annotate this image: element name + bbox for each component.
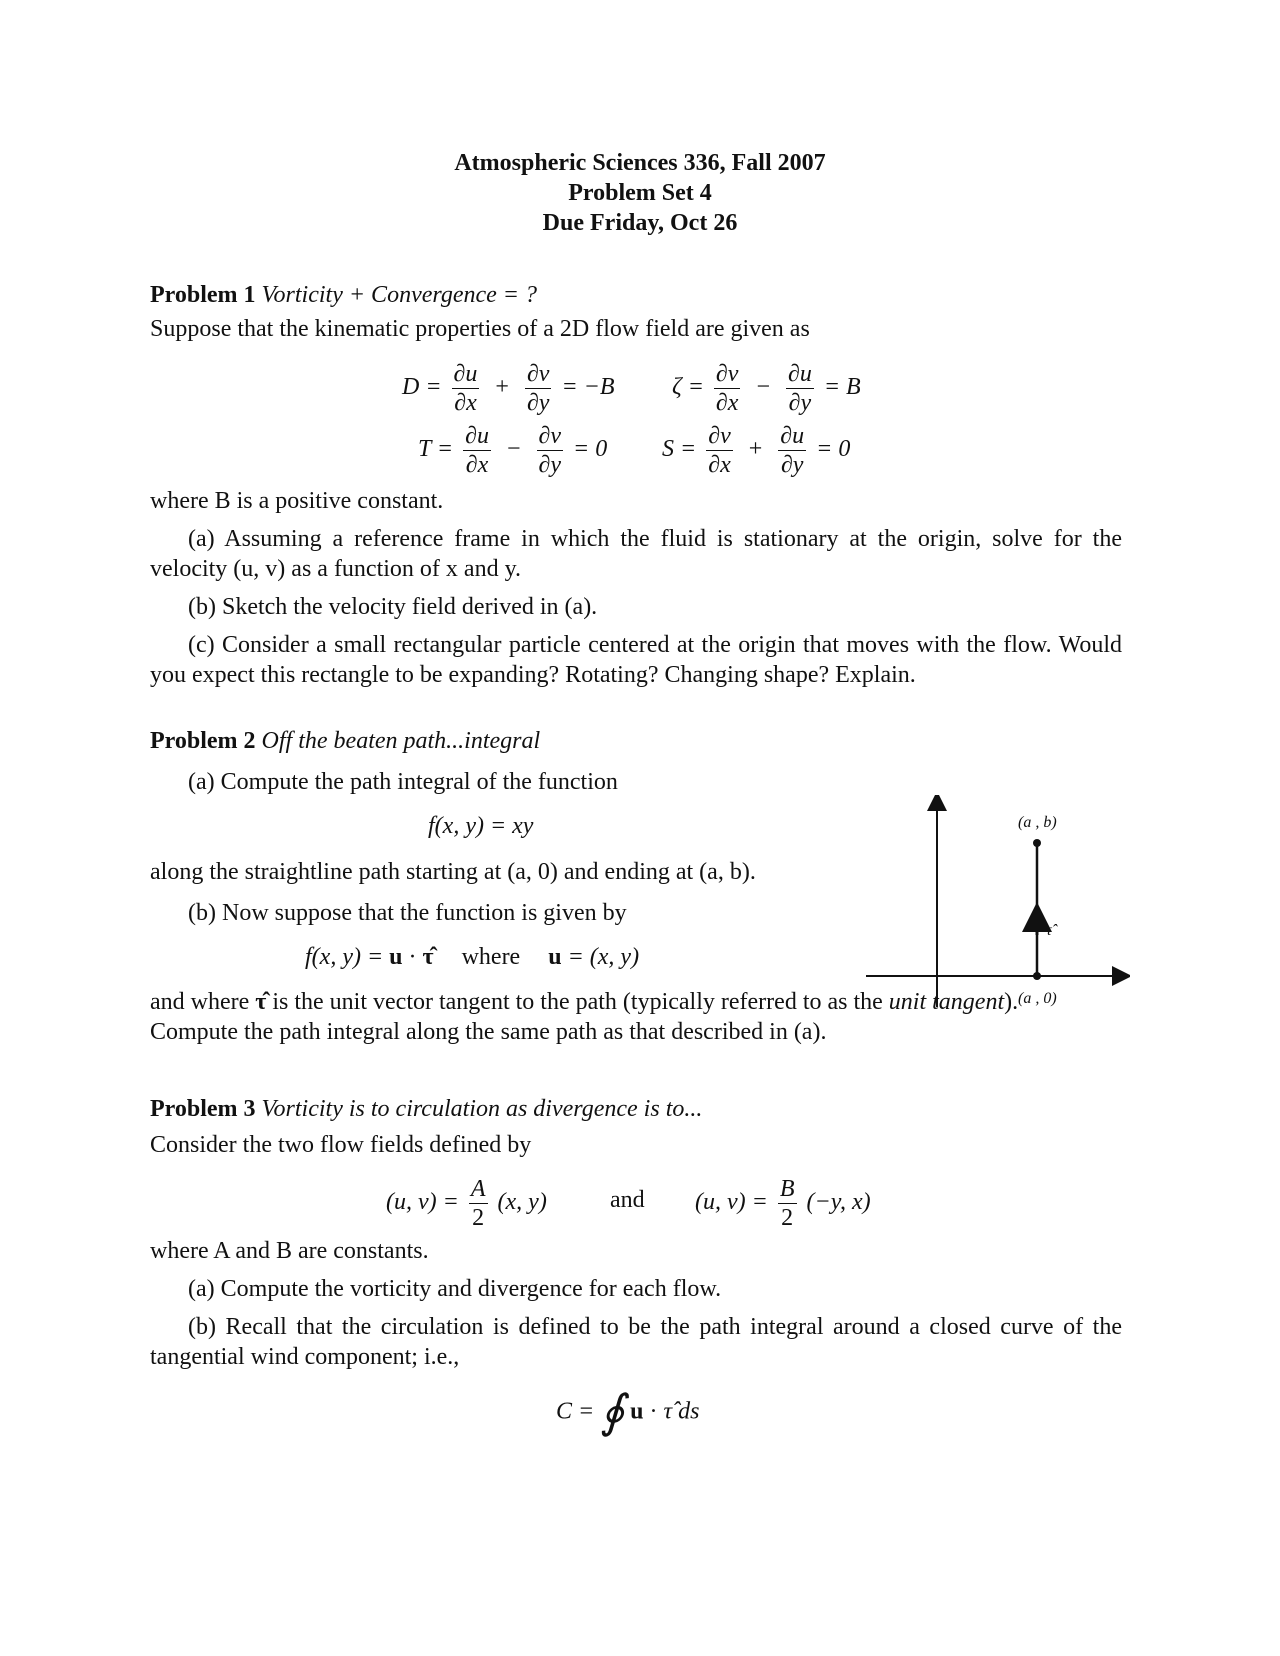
problem3-intro: Consider the two flow fields defined by — [150, 1132, 532, 1158]
point-a-0 — [1033, 972, 1041, 980]
due-date: Due Friday, Oct 26 — [542, 210, 738, 236]
problem2-part-a-after: along the straightline path starting at (a, 0) and ending at (a, b). — [150, 859, 756, 885]
frac-b-over-2: $\frac{B}{2}$ — [779, 1176, 795, 1231]
problem2-part-b-after: and where τ̂ is the unit vector tangent to the path (typically referred to as the unit tangent). — [150, 989, 1019, 1015]
problem1-label: Problem 1 — [150, 282, 256, 308]
label-a-b: (a , b) — [1018, 814, 1057, 831]
eq-zeta-rhs: = B — [823, 374, 861, 401]
equation-divergence: D = $\frac{\partial u}{\partial x}$ + $\frac{\partial v}{\partial y}$ = −B — [402, 361, 615, 416]
frac-du-dx-2: $\frac{\partial u}{\partial x}$ — [465, 423, 489, 478]
frac-dv-dy-2: $\frac{\partial v}{\partial y}$ — [538, 423, 562, 478]
problem2-function-dot: f(x, y) = u · τ̂ where u = (x, y) — [305, 944, 640, 970]
frac-du-dy-2: $\frac{\partial u}{\partial y}$ — [780, 423, 805, 478]
problem1-part-a: (a) Assuming a reference frame in which the fluid is stationary at the origin, solve for the velocity (u, v) as a function of x and y. — [150, 526, 1122, 582]
contour-integral-icon: ∮ — [600, 1386, 625, 1437]
problem2-subtitle: Off the beaten path...integral — [261, 728, 541, 754]
label-tau: τ̂ — [1046, 922, 1052, 939]
point-a-b — [1033, 839, 1041, 847]
problem3-heading — [150, 1094, 702, 1124]
equation-stretching: T = $\frac{\partial u}{\partial x}$ − $\frac{\partial v}{\partial y}$ = 0 — [418, 423, 608, 478]
frac-dv-dx-2: $\frac{\partial v}{\partial x}$ — [708, 423, 731, 478]
frac-dv-dx: $\frac{\partial v}{\partial x}$ — [715, 361, 739, 416]
frac-a-over-2: $\frac{A}{2}$ — [470, 1176, 486, 1231]
problem2-part-b-after-line2: Compute the path integral along the same path as that described in (a). — [150, 1019, 827, 1045]
problem1-part-c: (c) Consider a small rectangular particle centered at the origin that moves with the flow. Would you expect this rectangle to be expanding? Rotating? Changing shape? Explain. — [150, 632, 1122, 688]
problem2-label: Problem 2 — [150, 728, 256, 754]
frac-dv-dy: $\frac{\partial v}{\partial y}$ — [526, 361, 550, 416]
problem1-subtitle: Vorticity + Convergence = ? — [261, 282, 537, 308]
problem3-after: where A and B are constants. — [150, 1238, 429, 1264]
problem2-part-b-intro: (b) Now suppose that the function is given by — [188, 900, 627, 926]
problem3-label: Problem 3 — [150, 1096, 256, 1122]
problem3-part-b: (b) Recall that the circulation is defined to be the path integral around a closed curve of the tangential wind component; i.e., — [150, 1314, 1122, 1370]
circulation-equation: C = ∮ u · τ̂ ds — [556, 1386, 700, 1437]
problem2-part-a-intro: (a) Compute the path integral of the function — [188, 769, 618, 795]
eq-d-lhs: D = — [402, 374, 442, 401]
problem1-after: where B is a positive constant. — [150, 488, 444, 514]
and-word: and — [610, 1187, 645, 1213]
eq-s-rhs: = 0 — [816, 436, 851, 463]
course-title: Atmospheric Sciences 336, Fall 2007 — [454, 150, 826, 176]
frac-du-dy: $\frac{\partial u}{\partial y}$ — [787, 361, 812, 416]
path-diagram — [860, 795, 1130, 1015]
problem3-part-a: (a) Compute the vorticity and divergence for each flow. — [188, 1276, 722, 1302]
eq-s-lhs: S = — [662, 436, 697, 463]
eq-t-lhs: T = — [418, 436, 454, 463]
equation-shearing: S = $\frac{\partial v}{\partial x}$ + $\frac{\partial u}{\partial y}$ = 0 — [662, 423, 851, 478]
problem2-function-xy: f(x, y) = xy — [428, 813, 534, 839]
problem1-part-b: (b) Sketch the velocity field derived in (a). — [188, 594, 598, 620]
problem1-heading — [150, 280, 537, 310]
problem1-intro: Suppose that the kinematic properties of a 2D flow field are given as — [150, 316, 810, 342]
problem-set-title: Problem Set 4 — [568, 180, 712, 206]
problem2-heading — [150, 726, 540, 756]
eq-t-rhs: = 0 — [573, 436, 608, 463]
equation-vorticity: ζ = $\frac{\partial v}{\partial x}$ − $\frac{\partial u}{\partial y}$ = B — [672, 361, 861, 416]
eq-d-rhs: = −B — [561, 374, 615, 401]
eq-zeta-lhs: ζ = — [672, 374, 704, 401]
frac-du-dx: $\frac{\partial u}{\partial x}$ — [453, 361, 478, 416]
problem3-subtitle: Vorticity is to circulation as divergence is to... — [261, 1096, 703, 1122]
label-a-0: (a , 0) — [1018, 990, 1057, 1007]
flow-field-divergent: (u, v) = $\frac{A}{2}$ (x, y) — [386, 1176, 547, 1231]
flow-field-rotational: (u, v) = $\frac{B}{2}$ (−y, x) — [695, 1176, 871, 1231]
